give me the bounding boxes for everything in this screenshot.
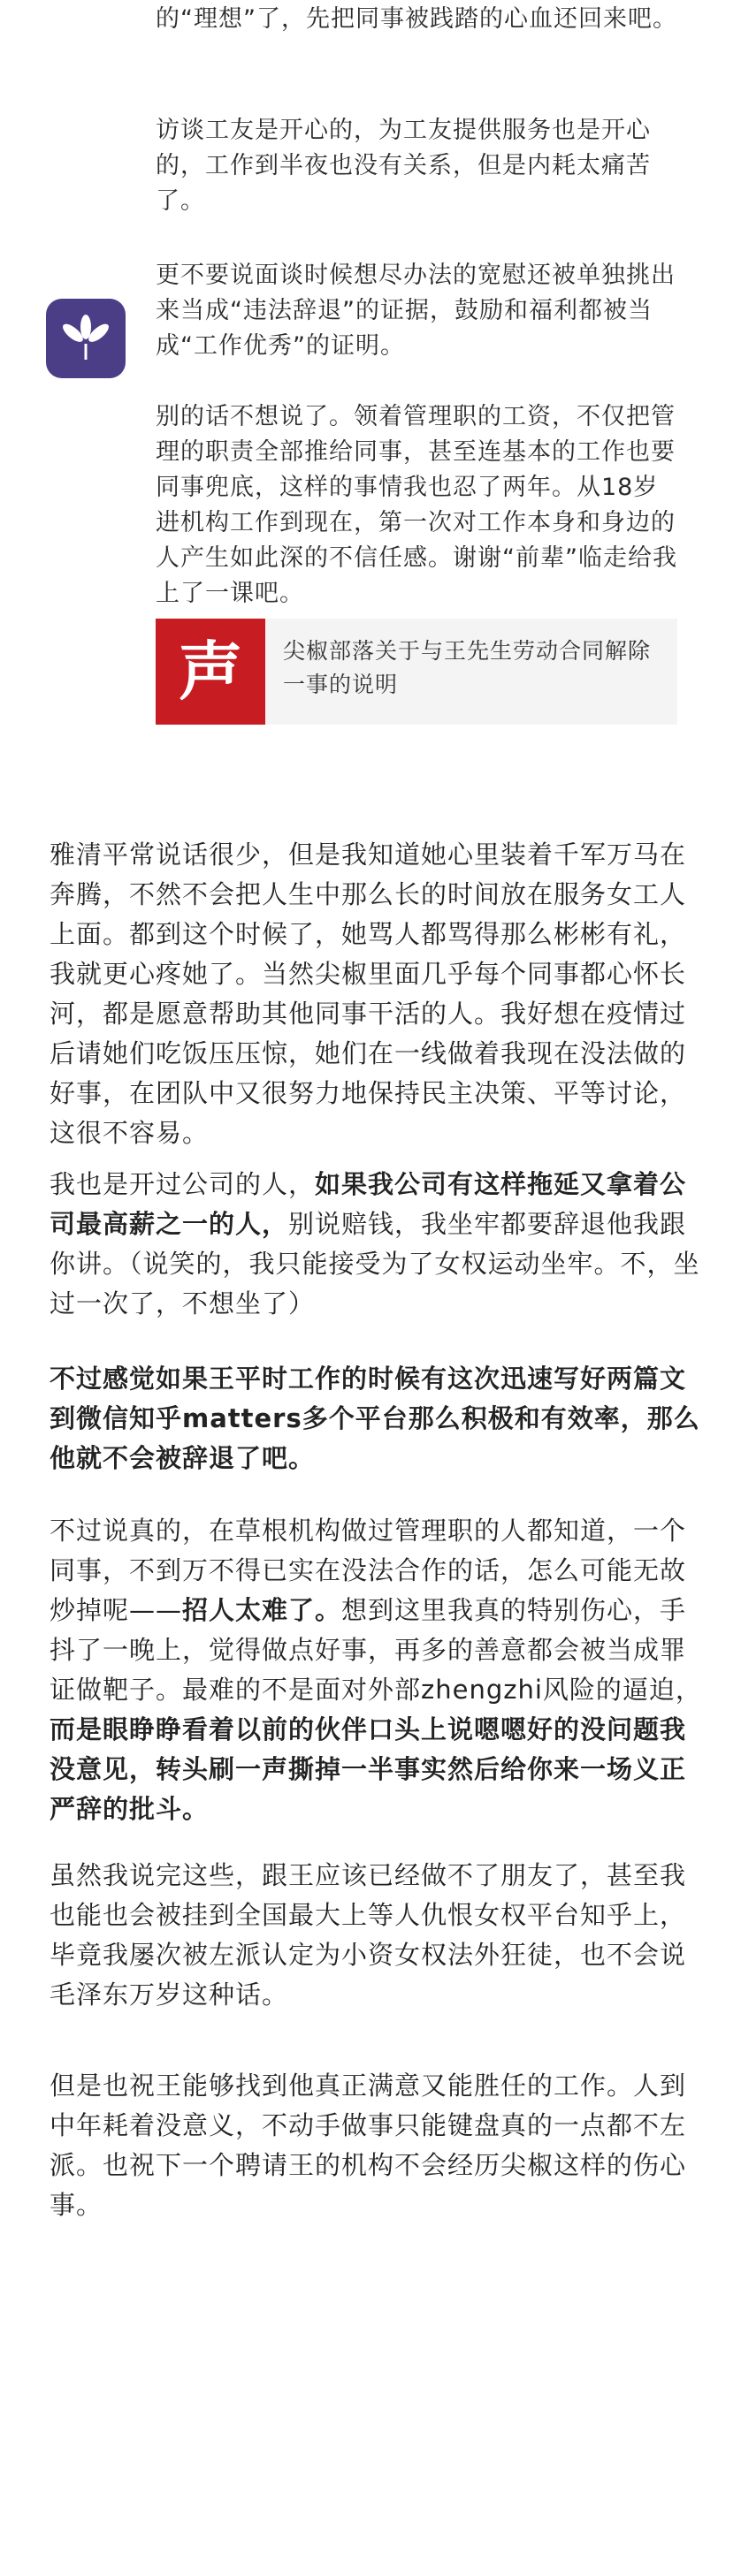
article-title: 尖椒部落关于与王先生劳动合同解除一事的说明 xyxy=(283,638,652,697)
logo-char: 声 xyxy=(178,634,242,709)
body-paragraph-2 xyxy=(50,1165,704,1324)
quote-paragraph-4: 别的话不想说了。领着管理职的工资，不仅把管理的职责全部推给同事，甚至连基本的工作也要同事兜底，这样的事情我也忍了两年。从18岁进机构工作到现在，第一次对工作本身和身边的人产生如此深的不信任感。谢谢“前辈”临走给我上了一课吧。 xyxy=(156,403,677,607)
body-paragraph-6: 但是也祝王能够找到他真正满意又能胜任的工作。人到中年耗着没意义，不动手做事只能键盘真的一点都不左派。也祝下一个聘请王的机构不会经历尖椒这样的伤心事。 xyxy=(50,2071,687,2220)
flower-icon xyxy=(59,312,112,365)
linked-article-card[interactable] xyxy=(156,619,677,725)
body-paragraph-1: 雅清平常说话很少，但是我知道她心里装着千军万马在奔腾，不然不会把人生中那么长的时间放在服务女工人上面。都到这个时候了，她骂人都骂得那么彬彬有礼，我就更心疼她了。当然尖椒里面几乎每个同事都心怀长河，都是愿意帮助其他同事干活的人。我好想在疫情过后请她们吃饭压压惊，她们在一线做着我现在没法做的好事，在团队中又很努力地保持民主决策、平等讨论，这很不容易。 xyxy=(50,840,687,1148)
quoted-post xyxy=(0,0,741,733)
p4-text-a: 不过说真的，在草根机构做过管理职的人都知道，一个同事，不到万不得已实在没法合作的话，怎么可能无故炒掉呢—— xyxy=(50,1516,687,1625)
p2-bold: 如果我公司有这样拖延又拿着公司最高薪之一的人， xyxy=(50,1169,687,1239)
article-logo xyxy=(156,619,265,725)
quote-paragraph-3: 更不要说面谈时候想尽办法的宽慰还被单独挑出来当成“违法辞退”的证据，鼓励和福利都被当成“工作优秀”的证明。 xyxy=(156,262,676,360)
p4-bold-2: 而是眼睁睁看着以前的伙伴口头上说嗯嗯好的没问题我没意见，转头刷一声撕掉一半事实然后给你来一场义正严辞的批斗。 xyxy=(50,1714,687,1824)
avatar[interactable] xyxy=(46,299,126,378)
body-paragraph-4 xyxy=(50,1511,704,1829)
quote-paragraph-1: 的“理想”了，先把同事被践踏的心血还回来吧。 xyxy=(156,5,677,33)
p2-text-a: 我也是开过公司的人， xyxy=(50,1169,316,1199)
quote-paragraph-2: 访谈工友是开心的，为工友提供服务也是开心的，工作到半夜也没有关系，但是内耗太痛苦了。 xyxy=(156,117,651,215)
body-paragraph-3: 不过感觉如果王平时工作的时候有这次迅速写好两篇文到微信知乎matters多个平台那么积极和有效率，那么他就不会被辞退了吧。 xyxy=(50,1364,700,1473)
p4-bold-1: 招人太难了。 xyxy=(182,1595,342,1625)
p4-text-c: 想到这里我真的特别伤心，手抖了一晚上，觉得做点好事，再多的善意都会被当成罪证做靶子。最难的不是面对外部zhengzhi风险的逼迫， xyxy=(50,1595,702,1705)
body-paragraph-5: 虽然我说完这些，跟王应该已经做不了朋友了，甚至我也能也会被挂到全国最大上等人仇恨女权平台知乎上，毕竟我屡次被左派认定为小资女权法外狂徒，也不会说毛泽东万岁这种话。 xyxy=(50,1860,687,2010)
p2-text-c: 别说赔钱，我坐牢都要辞退他我跟你讲。（说笑的，我只能接受为了女权运动坐牢。不，坐过一次了，不想坐了） xyxy=(50,1209,700,1318)
